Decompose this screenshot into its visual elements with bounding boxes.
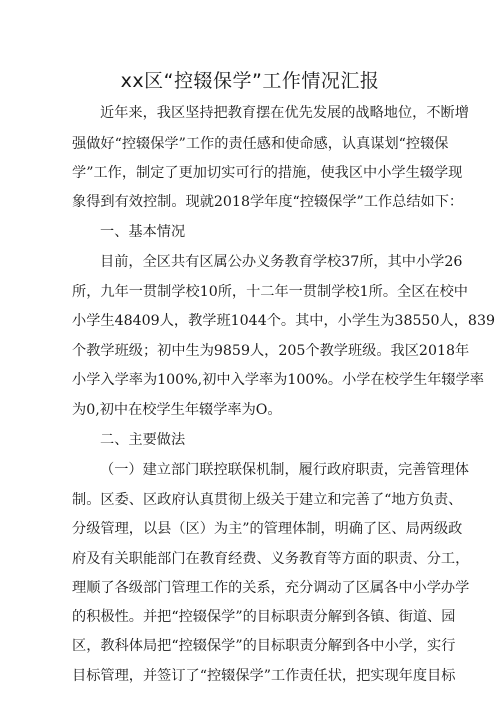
section2-line-3: 分级管理，以县（区）为主”的管理体制，明确了区、局两级政 — [72, 521, 463, 537]
section2-line-5: 理顺了各级部门管理工作的关系，充分调动了区属各中小学办学 — [72, 580, 470, 596]
intro-line-2: 强做好“控辍保学”工作的责任感和使命感，认真谋划“控辍保 — [72, 136, 449, 152]
section2-line-4: 府及有关职能部门在教育经费、义务教育等方面的职责、分工， — [72, 551, 470, 567]
section-heading-practices: 二、主要做法 — [100, 432, 186, 448]
document-title: xx区“控辍保学”工作情况汇报 — [120, 70, 380, 92]
section2-line-1: （一）建立部门联控联保机制，履行政府职责，完善管理体 — [100, 462, 469, 478]
intro-line-3: 学”工作，制定了更加切实可行的措施，使我区中小学生辍学现 — [72, 165, 463, 181]
section2-line-6: 的积极性。并把“控辍保学”的目标职责分解到各镇、街道、园 — [72, 609, 456, 625]
section1-line-6: 为0,初中在校学生年辍学率为O。 — [72, 402, 282, 418]
section2-line-2: 制。区委、区政府认真贯彻上级关于建立和完善了“地方负责、 — [72, 492, 463, 508]
section1-line-2: 所，九年一贯制学校10所，十二年一贯制学校1所。全区在校中 — [72, 284, 468, 300]
section1-line-4: 个教学班级；初中生为9859人，205个教学班级。我区2018年 — [72, 343, 470, 359]
intro-line-1: 近年来，我区坚持把教育摆在优先发展的战略地位，不断增 — [100, 105, 469, 121]
section2-line-8: 目标管理，并签订了“控辍保学”工作责任状，把实现年度目标 — [72, 668, 456, 684]
section1-line-5: 小学入学率为100%,初中入学率为100%。小学在校学生年辍学率 — [72, 372, 484, 388]
section1-line-3: 小学生48409人，教学班1044个。其中，小学生为38550人，839 — [72, 313, 496, 329]
section2-line-7: 区，教科体局把“控辍保学”的目标职责分解到各中小学，实行 — [72, 638, 456, 654]
intro-line-4: 象得到有效控制。现就2018学年度“控辍保学”工作总结如下： — [72, 194, 464, 210]
section-heading-basic: 一、基本情况 — [100, 224, 186, 240]
section1-line-1: 目前，全区共有区属公办义务教育学校37所，其中小学26 — [100, 254, 463, 270]
